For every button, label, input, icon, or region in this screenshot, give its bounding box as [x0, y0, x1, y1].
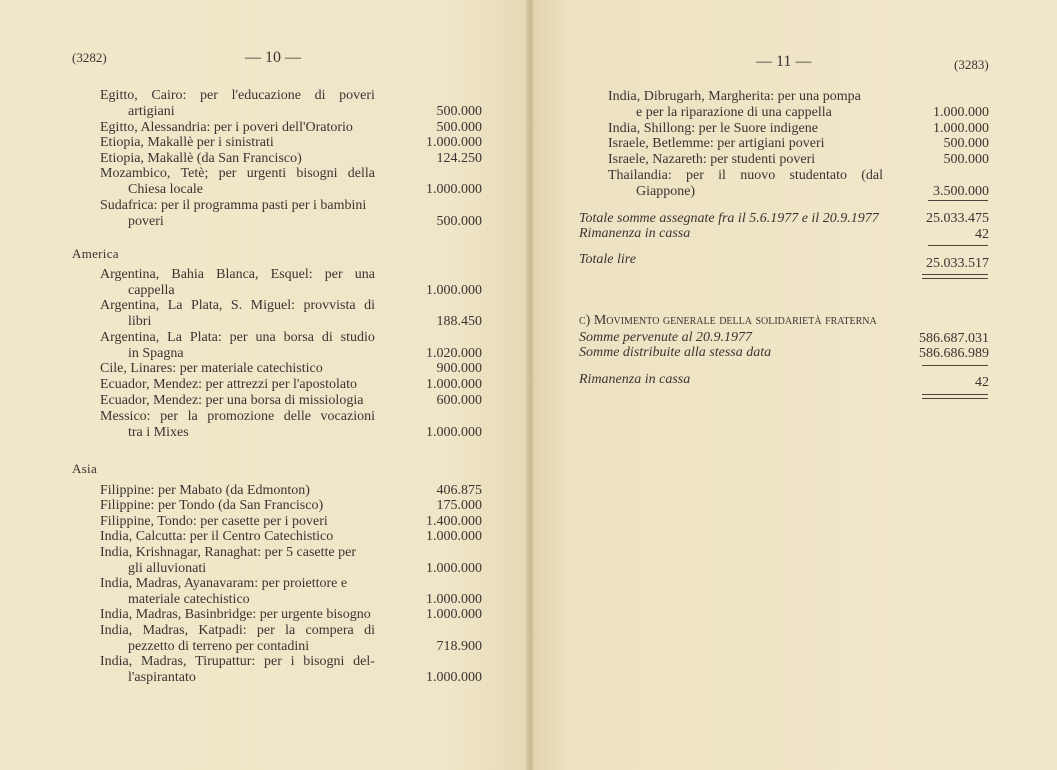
entry-amount: 1.000.000	[933, 104, 989, 120]
rimanenza-value-1: 42	[975, 227, 989, 242]
totale-assegnate-label: Totale somme assegnate fra il 5.6.1977 e il 20.9.1977	[579, 211, 879, 226]
entry-amount: 500.000	[943, 136, 989, 151]
entry-line-2: materiale catechistico	[128, 591, 250, 607]
entry-line-2: poveri	[128, 213, 164, 229]
entry-amount: 500.000	[436, 120, 482, 135]
entry-amount: 188.450	[436, 313, 482, 329]
entry-line-1: Argentina, Bahia Blanca, Esquel: per una	[100, 267, 375, 282]
entry-line-2: Giappone)	[636, 183, 696, 199]
right-page-ref: (3283)	[954, 57, 989, 72]
entry-line-1: Filippine, Tondo: per casette per i poveri	[100, 514, 328, 529]
double-rule-bottom	[922, 278, 988, 279]
entry-line-1: Israele, Nazareth: per studenti poveri	[608, 152, 816, 167]
rimanenza-label-2: Rimanenza in cassa	[579, 372, 691, 387]
entry-line-1: India, Madras, Ayanavaram: per proiettore e	[100, 576, 348, 591]
entry-amount: 1.000.000	[426, 135, 482, 150]
left-page-ref: (3282)	[72, 50, 107, 65]
entry-amount: 1.000.000	[426, 377, 482, 392]
entry-line-1: India, Krishnagar, Ranaghat: per 5 casette per	[100, 545, 356, 560]
sum-rule	[928, 200, 988, 201]
distribuite-label: Somme distribuite alla stessa data	[579, 345, 772, 360]
entry-line-1: Thailandia: per il nuovo studentato (dal	[608, 168, 883, 183]
distribuite-value: 586.686.989	[919, 346, 989, 361]
entry-line-1: Egitto, Cairo: per l'educazione di poveri	[100, 88, 375, 103]
entry-line-2: tra i Mixes	[128, 424, 189, 440]
sum-rule	[928, 245, 988, 246]
entry-line-1: Israele, Betlemme: per artigiani poveri	[608, 136, 825, 151]
entry-line-2: Chiesa locale	[128, 181, 204, 197]
entry-line-1: India, Calcutta: per il Centro Catechistico	[100, 529, 334, 544]
double-rule-top	[922, 274, 988, 275]
entry-line-1: India, Madras, Basinbridge: per urgente bisogno	[100, 607, 371, 622]
entry-line-2: libri	[128, 313, 152, 329]
entry-line-1: Argentina, La Plata, S. Miguel: provvista di	[100, 298, 375, 313]
book-gutter	[526, 0, 534, 770]
entry-amount: 1.000.000	[426, 607, 482, 622]
entry-amount: 1.000.000	[426, 560, 482, 576]
entry-line-1: Ecuador, Mendez: per attrezzi per l'apostolato	[100, 377, 357, 392]
entry-line-2: artigiani	[128, 103, 175, 119]
entry-amount: 1.000.000	[426, 282, 482, 298]
entry-amount: 175.000	[436, 498, 482, 513]
entry-line-1: Ecuador, Mendez: per una borsa di missiologia	[100, 393, 364, 408]
entry-line-1: Etiopia, Makallè (da San Francisco)	[100, 151, 302, 166]
double-rule-bottom	[922, 398, 988, 399]
entry-line-2: in Spagna	[128, 345, 184, 361]
entry-amount: 1.000.000	[426, 591, 482, 607]
entry-line-2: cappella	[128, 282, 175, 298]
entry-amount: 900.000	[436, 361, 482, 376]
rimanenza-value-2: 42	[975, 375, 989, 390]
entry-line-1: India, Shillong: per le Suore indigene	[608, 121, 818, 136]
entry-amount: 1.000.000	[426, 181, 482, 197]
entry-line-1: Argentina, La Plata: per una borsa di studio	[100, 330, 375, 345]
entry-line-1: India, Dibrugarh, Margherita: per una pompa	[608, 89, 861, 104]
entry-amount: 500.000	[943, 152, 989, 167]
entry-line-1: Etiopia, Makallè per i sinistrati	[100, 135, 274, 150]
entry-line-1: India, Madras, Tirupattur: per i bisogni del-	[100, 654, 375, 669]
entry-line-1: Cile, Linares: per materiale catechistico	[100, 361, 323, 376]
entry-line-2: l'aspirantato	[128, 669, 196, 685]
right-page-number: — 11 —	[756, 53, 812, 70]
totale-lire-label: Totale lire	[579, 252, 636, 267]
sum-rule	[922, 365, 988, 366]
entry-amount: 718.900	[436, 638, 482, 654]
entry-line-1: India, Madras, Katpadi: per la compera di	[100, 623, 375, 638]
entry-line-1: Filippine: per Tondo (da San Francisco)	[100, 498, 324, 513]
entry-line-1: Filippine: per Mabato (da Edmonton)	[100, 483, 310, 498]
entry-line-1: Egitto, Alessandria: per i poveri dell'Oratorio	[100, 120, 353, 135]
america-heading: America	[72, 246, 119, 261]
entry-amount: 1.000.000	[426, 424, 482, 440]
entry-amount: 3.500.000	[933, 183, 989, 199]
rimanenza-label-1: Rimanenza in cassa	[579, 226, 691, 241]
entry-amount: 600.000	[436, 393, 482, 408]
entry-amount: 124.250	[436, 151, 482, 166]
pervenute-value: 586.687.031	[919, 331, 989, 346]
asia-heading: Asia	[72, 461, 98, 476]
entry-amount: 500.000	[436, 213, 482, 229]
section-c-heading: c) Movimento generale della solidarietà fraterna	[579, 313, 877, 328]
double-rule-top	[922, 394, 988, 395]
entry-line-2: e per la riparazione di una cappella	[636, 104, 832, 120]
entry-amount: 1.020.000	[426, 345, 482, 361]
entry-amount: 1.000.000	[426, 529, 482, 544]
entry-line-1: Mozambico, Tetè; per urgenti bisogni della	[100, 166, 375, 181]
entry-line-2: gli alluvionati	[128, 560, 207, 576]
entry-line-1: Sudafrica: per il programma pasti per i bambini	[100, 198, 367, 213]
entry-amount: 1.400.000	[426, 514, 482, 529]
totale-lire-value: 25.033.517	[926, 256, 989, 271]
pervenute-label: Somme pervenute al 20.9.1977	[579, 330, 753, 345]
entry-amount: 1.000.000	[426, 669, 482, 685]
entry-line-2: pezzetto di terreno per contadini	[128, 638, 310, 654]
left-page-number: — 10 —	[245, 49, 301, 66]
entry-line-1: Messico: per la promozione delle vocazioni	[100, 409, 375, 424]
entry-amount: 500.000	[436, 103, 482, 119]
entry-amount: 406.875	[436, 483, 482, 498]
entry-amount: 1.000.000	[933, 121, 989, 136]
totale-assegnate-value: 25.033.475	[926, 211, 989, 226]
